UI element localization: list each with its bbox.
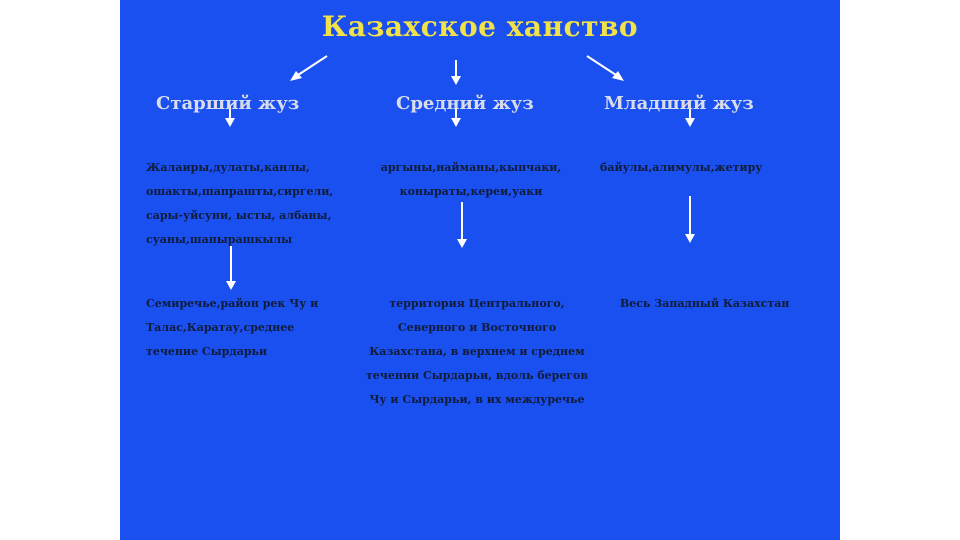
senior-territory-line: течение Сырдарьи	[146, 345, 268, 358]
middle-territory-line: течении Сырдарьи, вдоль берегов	[365, 369, 589, 382]
zhuz-senior-label: Старший жуз	[156, 93, 300, 114]
middle-territory-line: Чу и Сырдарьи, в их междуречье	[369, 393, 585, 406]
zhuz-junior-label: Младший жуз	[604, 93, 754, 114]
arrow-junior-to-territory	[685, 196, 695, 243]
middle-territory-line: Казахстана, в верхнем и среднем	[369, 345, 585, 358]
junior-territory	[620, 292, 789, 316]
middle-territory-line: Северного и Восточного	[397, 321, 557, 334]
slide-title: Казахское ханство	[321, 10, 639, 43]
senior-territory-line: Талас,Каратау,среднее	[146, 321, 295, 334]
zhuz-middle-label: Средний жуз	[396, 93, 534, 114]
senior-tribes-line: Жалаиры,дулаты,канлы,	[146, 161, 310, 174]
arrow-title-to-junior	[587, 56, 624, 81]
arrows-layer	[120, 0, 840, 540]
arrow-senior-to-territory	[226, 246, 236, 290]
junior-tribes-line: байулы,алимулы,жетиру	[600, 161, 763, 174]
senior-tribes-line: ошакты,шапрашты,сиргели,	[146, 185, 334, 198]
senior-tribes	[146, 156, 333, 252]
junior-territory-line: Весь Западный Казахстан	[620, 297, 790, 310]
middle-tribes-line: коныраты,кереи,уаки	[399, 185, 543, 198]
middle-tribes-line: аргыны,найманы,кыпчаки,	[380, 161, 562, 174]
middle-territory	[352, 292, 602, 412]
slide	[120, 0, 840, 540]
senior-tribes-line: сары-уйсуни, ысты, албаны,	[146, 209, 332, 222]
senior-territory	[146, 292, 318, 364]
junior-tribes	[600, 156, 762, 180]
arrow-title-to-middle	[451, 60, 461, 85]
middle-territory-line: территория Центрального,	[389, 297, 565, 310]
senior-territory-line: Семиречье,район рек Чу и	[146, 297, 319, 310]
senior-tribes-line: суаны,шапырашкылы	[146, 233, 293, 246]
middle-tribes	[366, 156, 576, 204]
arrow-middle-to-territory	[457, 202, 467, 248]
arrow-title-to-senior	[290, 56, 327, 81]
